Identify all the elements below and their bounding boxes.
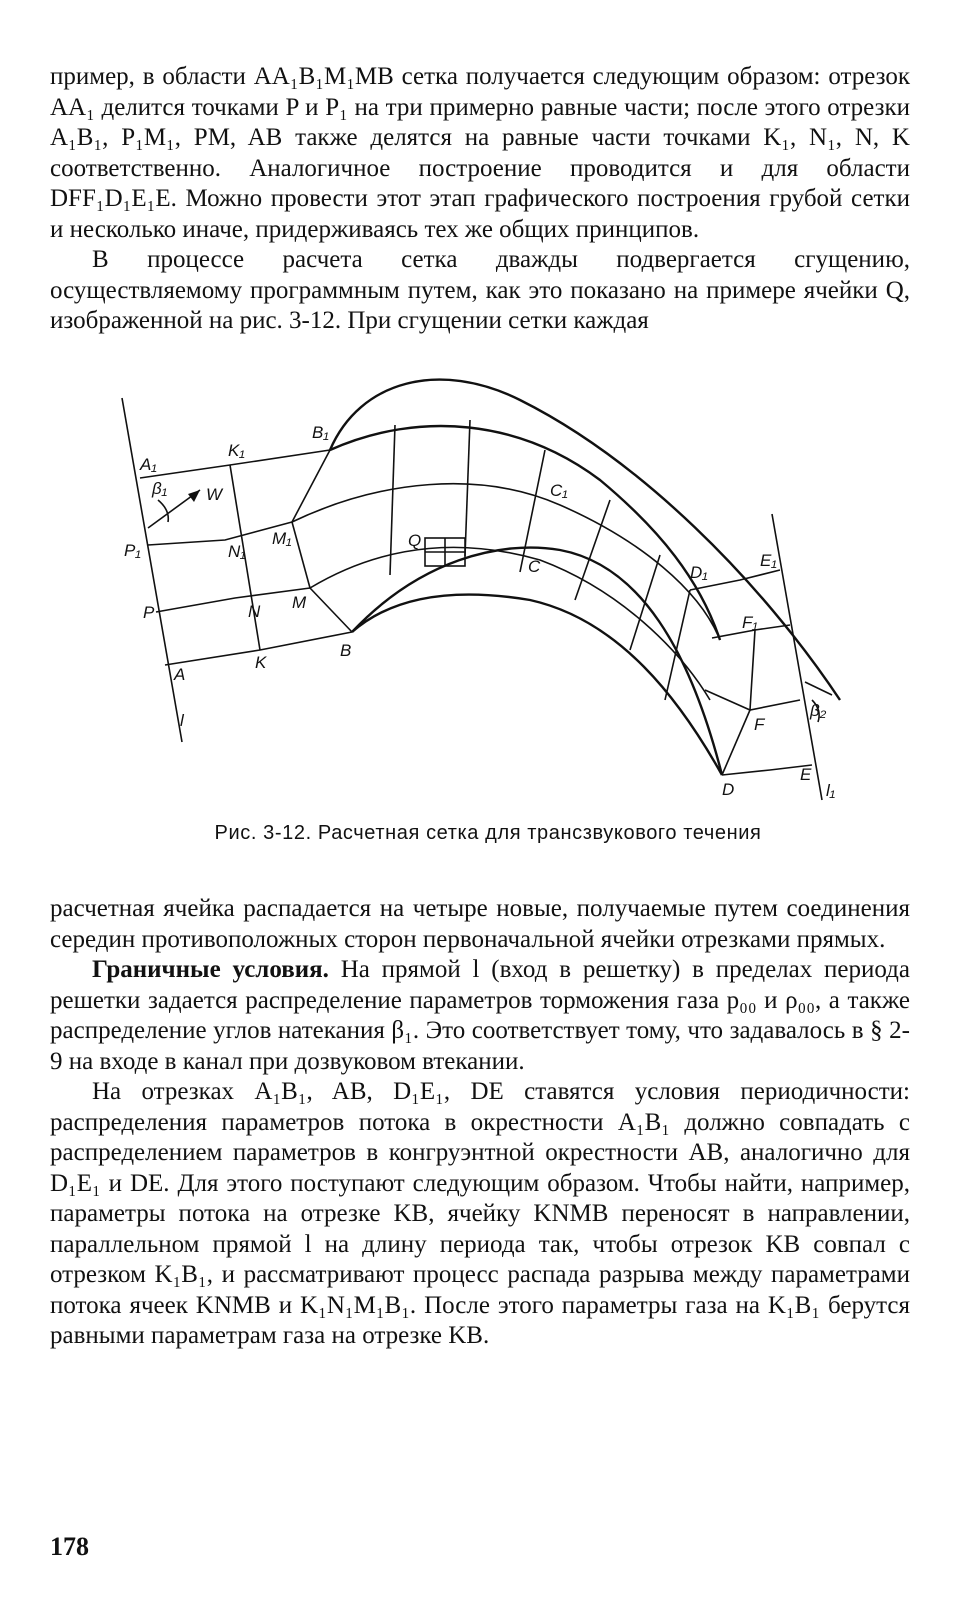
inlet-line-l: [122, 398, 182, 742]
line-PM: [156, 588, 310, 612]
channel-cross-1: [390, 425, 395, 575]
line-B1M1: [292, 450, 330, 522]
label-B1: B₁: [312, 423, 329, 442]
channel-line-2: [310, 547, 710, 700]
label-Q: Q: [408, 531, 422, 550]
label-P: P: [143, 603, 155, 622]
label-B: B: [340, 641, 352, 660]
line-F: [705, 690, 800, 710]
paragraph-top: пример, в области AA₁B₁M₁MB сетка получается следующим образом: отрезок AA₁ делится точками P и P₁ на три примерно равные части; после этого отрезки A₁B₁, P₁M₁, PM, AB также делятся на равные части точками K₁, N₁, N, K соответственно. Аналогичное построение проводится и для области DFF₁D₁E₁E. Можно провести этот этап графического построения грубой сетки и несколько иначе, придерживаясь тех же общих принципов.: [50, 63, 910, 243]
label-K: K: [255, 653, 267, 672]
outlet-line-l1: [772, 514, 822, 800]
label-P1: P₁: [124, 541, 141, 560]
label-M: M: [292, 593, 307, 612]
paragraph-mesh-refinement: В процессе расчета сетка дважды подвергается сгущению, осуществляемому программным путем, как это показано на примере ячейки Q, изображенной на рис. 3-12. При сгущении сетки каждая: [50, 246, 910, 334]
label-F1: F₁: [742, 613, 758, 632]
label-M1: M₁: [272, 529, 292, 548]
line-MB: [310, 588, 352, 632]
label-N1: N₁: [228, 542, 246, 561]
label-beta1: β₁: [152, 479, 168, 498]
text-block-bottom: [50, 894, 910, 1352]
channel-cross-6: [665, 590, 690, 700]
paragraph-boundary-conditions: [50, 955, 910, 1077]
label-F: F: [754, 715, 765, 734]
line-FD: [722, 710, 750, 775]
line-M1M: [292, 522, 310, 588]
label-l: l: [180, 711, 184, 730]
label-D: D: [722, 780, 735, 799]
channel-cross-5: [630, 555, 660, 650]
blade-lower-profile-2: [352, 595, 722, 775]
arrow-head-w: [188, 490, 200, 502]
label-W: W: [206, 485, 223, 504]
line-P1M1: [148, 522, 292, 545]
figure-caption: Рис. 3-12. Расчетная сетка для трансзвукового течения: [214, 822, 762, 844]
label-A1: A₁: [140, 455, 157, 474]
label-E: E: [800, 765, 812, 784]
label-N: N: [248, 602, 261, 621]
label-C1: C₁: [550, 481, 568, 500]
line-F1F: [750, 630, 755, 710]
channel-cross-2: [465, 420, 470, 556]
label-D1: D₁: [690, 563, 708, 582]
blade-lower-profile: [352, 548, 722, 775]
label-C: C: [528, 557, 541, 576]
label-E1: E₁: [760, 551, 777, 570]
boundary-conditions-text: На прямой l (вход в решетку) в пределах периода решетки задается распределение параметров торможения газа p₀₀ и ρ₀₀, а также распределение углов натекания β₁. Это соответствует тому, что задавалось в § 2-9 на входе в канал при дозвуковом втекании.: [50, 956, 911, 1075]
label-K1: K₁: [228, 441, 245, 460]
label-beta2: β₂: [810, 701, 827, 720]
line-DE: [722, 765, 812, 775]
paragraph-periodicity: На отрезках A₁B₁, AB, D₁E₁, DE ставятся условия периодичности: распределения параметров потока в окрестности A₁B₁ должно совпадать с распределением параметров в конгруэнтной окрестности AB, аналогично для D₁E₁ и DE. Для этого поступают следующим образом. Чтобы найти, например, параметры потока на отрезке KB, ячейку KNMB переносят в направлении, параллельном прямой l на длину периода так, чтобы отрезок KB совпал с отрезком K₁B₁, и рассматривают процесс распада разрыва между параметрами потока ячеек KNMB и K₁N₁M₁B₁. После этого параметры газа на K₁B₁ берутся равными параметрам газа на отрезке KB.: [50, 1078, 910, 1349]
label-A: A: [174, 665, 186, 684]
label-l1: l₁: [826, 781, 836, 800]
channel-cross-3: [520, 450, 545, 572]
page-number: 178: [50, 1532, 89, 1561]
paragraph-cell-split: расчетная ячейка распадается на четыре новые, получаемые путем соединения середин противоположных сторон первоначальной ячейки отрезками прямых.: [50, 895, 910, 953]
boundary-conditions-heading: Граничные условия.: [92, 956, 329, 983]
